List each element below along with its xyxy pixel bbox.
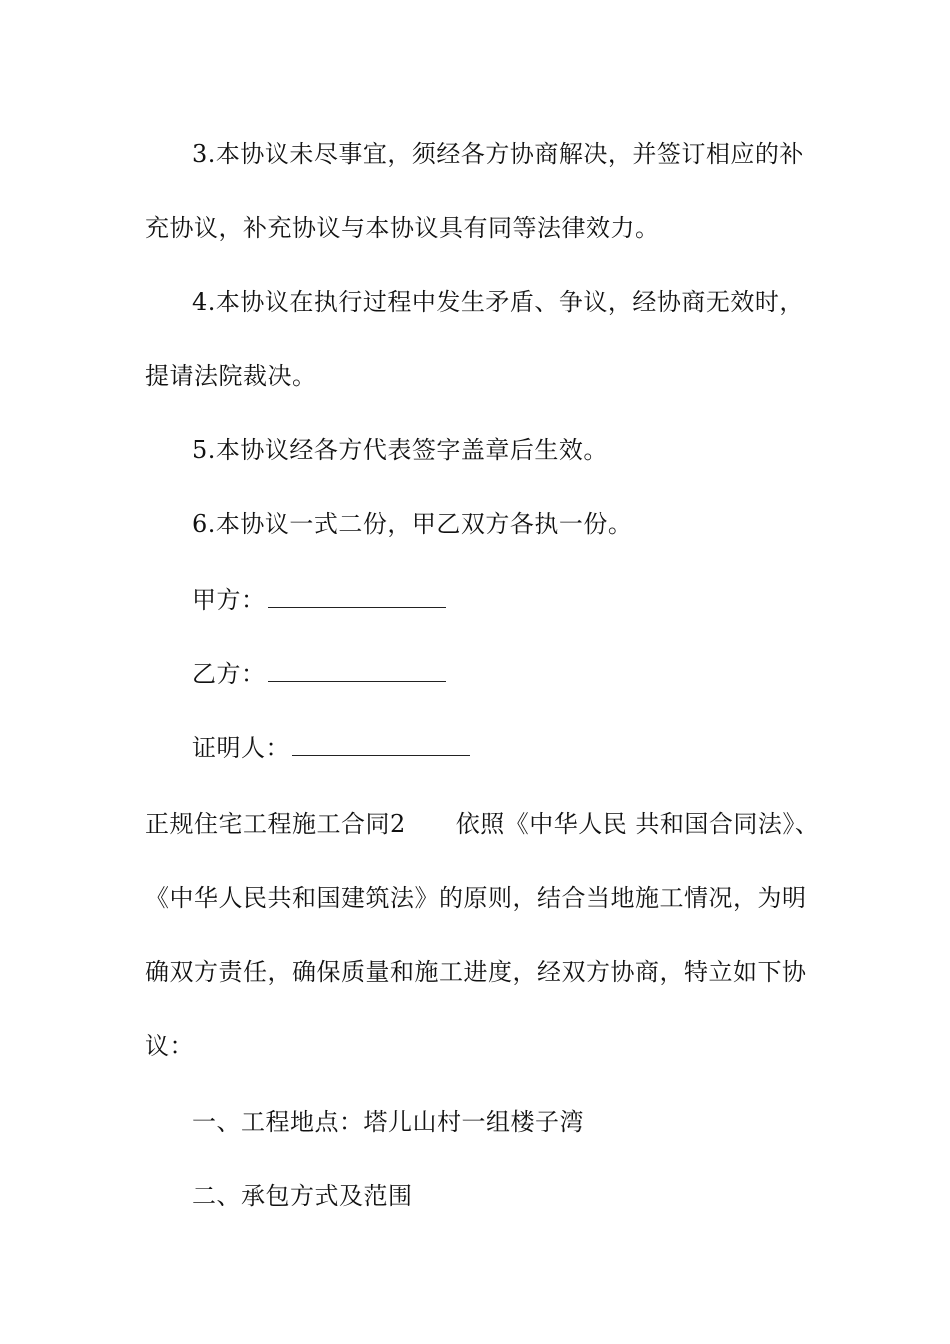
contract-2-intro-line-3: 确双方责任，确保质量和施工进度，经双方协商，特立如下协 <box>145 958 807 986</box>
clause-5: 5.本协议经各方代表签字盖章后生效。 <box>192 436 608 464</box>
clause-4-line-2: 提请法院裁决。 <box>145 362 317 390</box>
party-a-signature-line <box>192 585 446 615</box>
clause-6: 6.本协议一式二份，甲乙双方各执一份。 <box>192 510 633 538</box>
contract-2-intro-line-1: 依照《中华人民 共和国合同法》、 <box>455 810 820 838</box>
party-a-label: 甲方： <box>192 586 266 614</box>
section-1-location: 一、工程地点：塔儿山村一组楼子湾 <box>192 1108 584 1136</box>
clause-3-line-2: 充协议，补充协议与本协议具有同等法律效力。 <box>145 214 660 242</box>
party-b-signature-line <box>192 659 446 689</box>
witness-signature-line <box>192 733 470 763</box>
party-a-blank <box>268 585 446 608</box>
contract-2-heading-line <box>145 809 819 839</box>
witness-blank <box>292 733 470 756</box>
contract-2-intro-line-4: 议： <box>145 1032 194 1060</box>
clause-4-line-1: 4.本协议在执行过程中发生矛盾、争议，经协商无效时， <box>192 288 804 316</box>
party-b-blank <box>268 659 446 682</box>
contract-2-title: 正规住宅工程施工合同2 <box>145 810 406 838</box>
section-2-scope: 二、承包方式及范围 <box>192 1182 413 1210</box>
clause-3-line-1: 3.本协议未尽事宜，须经各方协商解决，并签订相应的补 <box>192 140 804 168</box>
contract-2-intro-line-2: 《中华人民共和国建筑法》的原则，结合当地施工情况，为明 <box>145 884 807 912</box>
party-b-label: 乙方： <box>192 660 266 688</box>
witness-label: 证明人： <box>192 734 290 762</box>
